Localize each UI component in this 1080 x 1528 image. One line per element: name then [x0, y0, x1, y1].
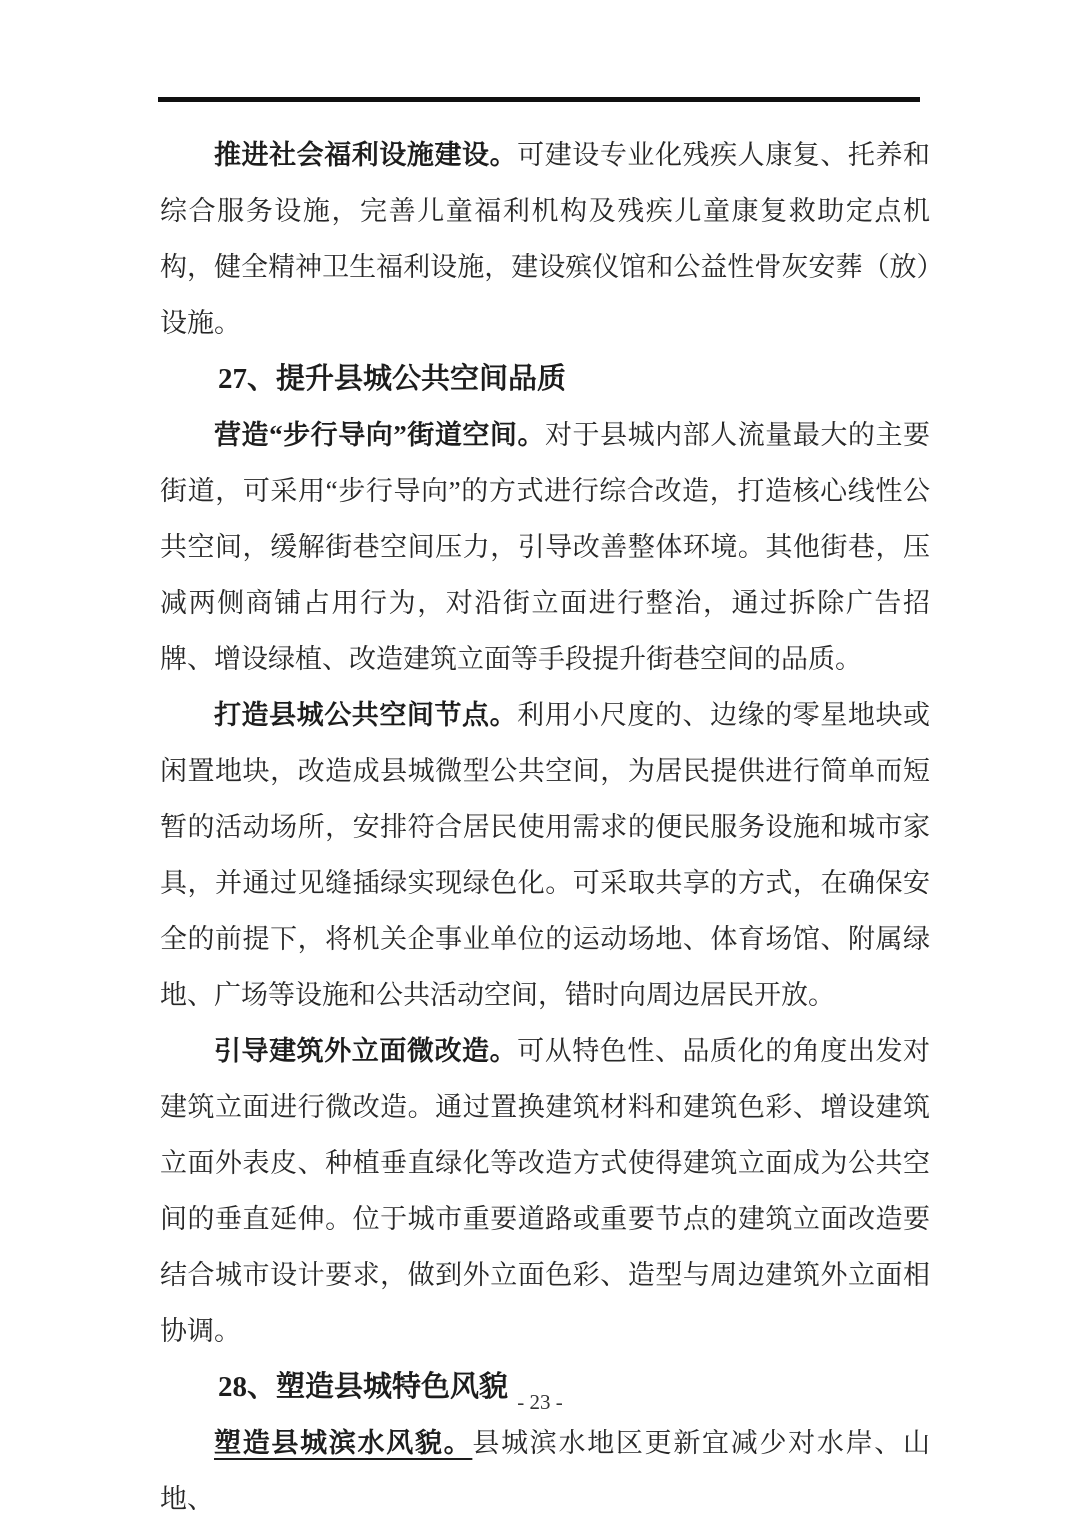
paragraph [160, 1023, 930, 1359]
paragraph-text: 利用小尺度的、边缘的零星地块或闲置地块，改造成县城微型公共空间，为居民提供进行简单而短暂的活动场所，安排符合居民使用需求的便民服务设施和城市家具，并通过见缝插绿实现绿色化。可采取共享的方式，在确保安全的前提下，将机关企事业单位的运动场地、体育场馆、附属绿地、广场等设施和公共活动空间，错时向周边居民开放。 [160, 700, 931, 1010]
section-heading: 28、塑造县城特色风貌 [218, 1371, 509, 1403]
paragraph-lead: 推进社会福利设施建设。 [214, 140, 518, 170]
paragraph [160, 407, 930, 687]
page-number: - 23 - [517, 1390, 563, 1414]
paragraph-lead: 营造“步行导向”街道空间。 [214, 420, 545, 450]
paragraph-text: 可从特色性、品质化的角度出发对建筑立面进行微改造。通过置换建筑材料和建筑色彩、增设建筑立面外表皮、种植垂直绿化等改造方式使得建筑立面成为公共空间的垂直延伸。位于城市重要道路或重要节点的建筑立面改造要结合城市设计要求，做到外立面色彩、造型与周边建筑外立面相协调。 [160, 1036, 931, 1346]
paragraph [160, 687, 930, 1023]
document-content [160, 127, 930, 1527]
header-rule [158, 97, 920, 102]
paragraph-lead: 打造县城公共空间节点。 [214, 700, 518, 730]
paragraph-text: 可建设专业化残疾人康复、托养和综合服务设施，完善儿童福利机构及残疾儿童康复救助定点机构，健全精神卫生福利设施，建设殡仪馆和公益性骨灰安葬（放）设施。 [160, 140, 931, 338]
paragraph-lead: 引导建筑外立面微改造。 [214, 1036, 518, 1066]
paragraph [160, 1415, 930, 1527]
section-heading: 27、提升县城公共空间品质 [218, 363, 567, 395]
paragraph [160, 127, 930, 351]
paragraph-text: 对于县城内部人流量最大的主要街道，可采用“步行导向”的方式进行综合改造，打造核心线性公共空间，缓解街巷空间压力，引导改善整体环境。其他街巷，压减两侧商铺占用行为，对沿街立面进行整治，通过拆除广告招牌、增设绿植、改造建筑立面等手段提升街巷空间的品质。 [160, 420, 930, 674]
paragraph-lead: 塑造县城滨水风貌。 [214, 1428, 473, 1458]
paragraph-text: 县城滨水地区更新宜减少对水岸、山地、 [160, 1428, 930, 1514]
